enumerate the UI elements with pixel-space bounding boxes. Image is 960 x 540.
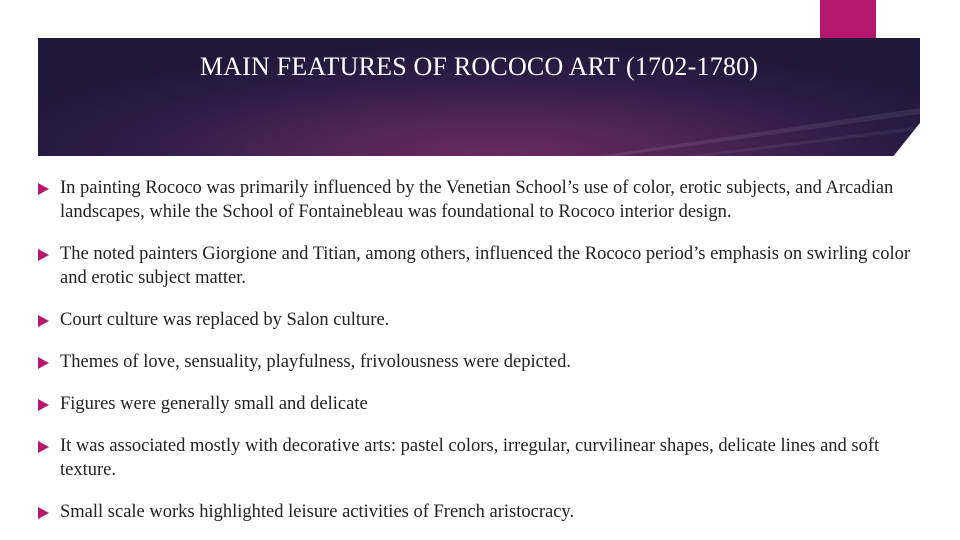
bullet-item [38, 242, 918, 290]
bullet-item [38, 350, 918, 374]
triangle-right-icon [38, 357, 49, 369]
triangle-right-icon [38, 249, 49, 261]
triangle-right-icon [38, 507, 49, 519]
triangle-right-icon [38, 441, 49, 453]
bullet-text: It was associated mostly with decorative arts: pastel colors, irregular, curvilinear shapes, delicate lines and soft texture. [60, 436, 880, 480]
bullet-item [38, 308, 918, 332]
slide-title: MAIN FEATURES OF ROCOCO ART (1702-1780) [199, 52, 759, 81]
triangle-right-icon [38, 315, 49, 327]
bullet-list [38, 176, 918, 540]
bullet-text: Figures were generally small and delicate [60, 394, 368, 414]
bullet-item [38, 176, 918, 224]
bullet-text: Themes of love, sensuality, playfulness, frivolousness were depicted. [60, 352, 572, 372]
bullet-item [38, 434, 918, 482]
triangle-right-icon [38, 183, 49, 195]
triangle-right-icon [38, 399, 49, 411]
bullet-text: The noted painters Giorgione and Titian, among others, influenced the Rococo period’s emphasis on swirling color and erotic subject matter. [60, 244, 910, 288]
bullet-item [38, 392, 918, 416]
bullet-text: Court culture was replaced by Salon culture. [60, 310, 390, 330]
bullet-text: Small scale works highlighted leisure activities of French aristocracy. [60, 502, 575, 522]
bullet-text: In painting Rococo was primarily influenced by the Venetian School’s use of color, erotic subjects, and Arcadian landscapes, while the School of Fontainebleau was foundational to Rococo interior design. [60, 178, 894, 222]
bullet-item [38, 500, 918, 524]
